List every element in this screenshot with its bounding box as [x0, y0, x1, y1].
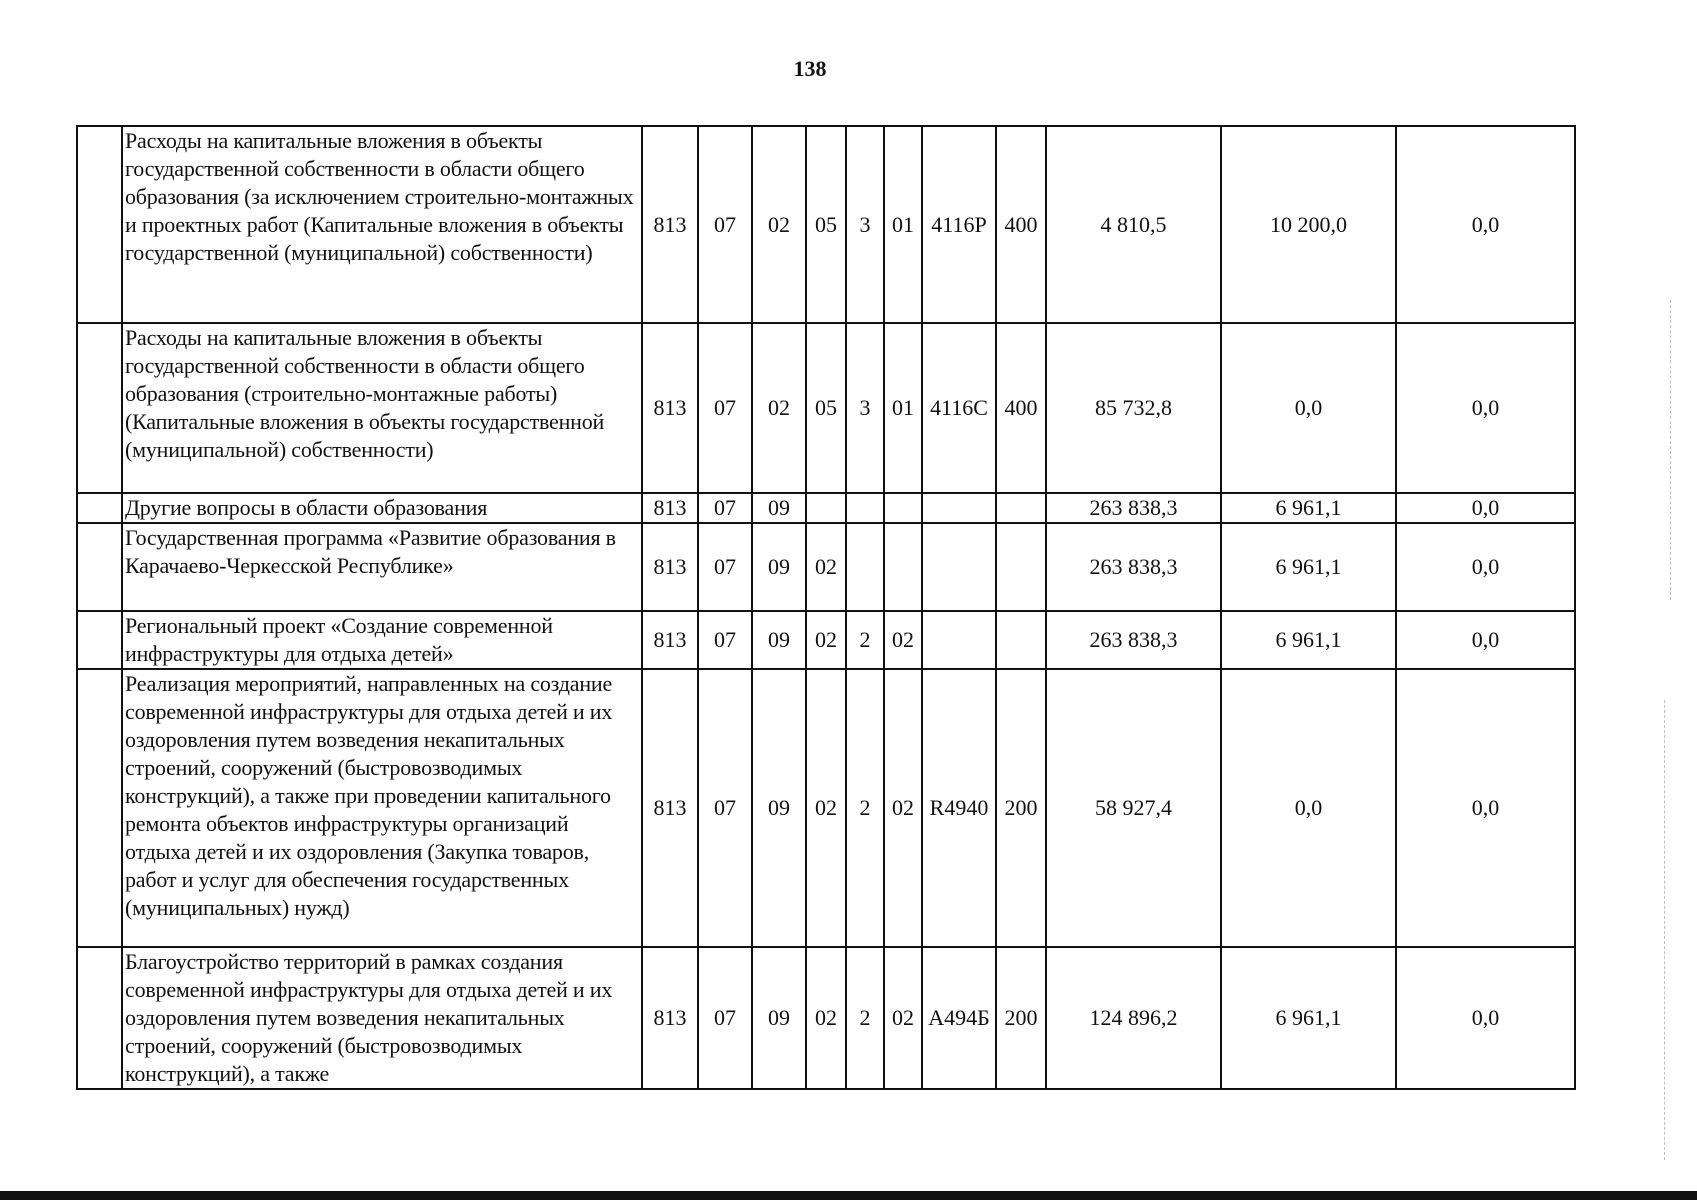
amount-2: 10 200,0 — [1221, 126, 1396, 323]
activity-code — [884, 523, 922, 611]
activity-code: 02 — [884, 611, 922, 669]
amount-1: 263 838,3 — [1046, 611, 1221, 669]
program-code: 02 — [806, 669, 846, 947]
table-row — [77, 669, 1575, 947]
direction-code: А494Б — [922, 947, 996, 1089]
amount-2: 0,0 — [1221, 323, 1396, 493]
direction-code: R4940 — [922, 669, 996, 947]
activity-code: 02 — [884, 947, 922, 1089]
activity-code: 02 — [884, 669, 922, 947]
amount-3: 0,0 — [1396, 611, 1575, 669]
amount-3: 0,0 — [1396, 126, 1575, 323]
scan-edge-mark — [1663, 700, 1665, 1160]
section-code: 07 — [698, 523, 752, 611]
amount-2: 6 961,1 — [1221, 947, 1396, 1089]
direction-code: 4116Р — [922, 126, 996, 323]
amount-3: 0,0 — [1396, 323, 1575, 493]
section-code: 07 — [698, 669, 752, 947]
expense-type-code: 200 — [996, 669, 1046, 947]
item-name: Расходы на капитальные вложения в объекты государственной собственности в области общего образования (строительно-монтажные работы) (Капитальные вложения в объекты государственной (муниципальной) собственности) — [122, 323, 642, 493]
table-row — [77, 611, 1575, 669]
amount-1: 263 838,3 — [1046, 523, 1221, 611]
table-row — [77, 523, 1575, 611]
budget-table — [76, 125, 1576, 1090]
page-number: 138 — [793, 56, 827, 81]
amount-1: 58 927,4 — [1046, 669, 1221, 947]
subprogram-code: 2 — [846, 947, 884, 1089]
subsection-code: 02 — [752, 323, 806, 493]
program-code: 02 — [806, 523, 846, 611]
expense-type-code: 200 — [996, 947, 1046, 1089]
ministry-code: 813 — [642, 323, 698, 493]
amount-3: 0,0 — [1396, 493, 1575, 523]
direction-code — [922, 523, 996, 611]
subsection-code: 02 — [752, 126, 806, 323]
ministry-code: 813 — [642, 493, 698, 523]
section-code: 07 — [698, 493, 752, 523]
section-code: 07 — [698, 947, 752, 1089]
amount-1: 124 896,2 — [1046, 947, 1221, 1089]
amount-3: 0,0 — [1396, 523, 1575, 611]
subprogram-code — [846, 493, 884, 523]
row-number-cell — [77, 523, 122, 611]
item-name: Другие вопросы в области образования — [122, 493, 642, 523]
section-code: 07 — [698, 323, 752, 493]
scan-bottom-border — [0, 1191, 1697, 1200]
item-name: Региональный проект «Создание современной инфраструктуры для отдыха детей» — [122, 611, 642, 669]
program-code: 02 — [806, 611, 846, 669]
ministry-code: 813 — [642, 947, 698, 1089]
row-number-cell — [77, 669, 122, 947]
amount-2: 6 961,1 — [1221, 611, 1396, 669]
subprogram-code: 3 — [846, 126, 884, 323]
ministry-code: 813 — [642, 669, 698, 947]
amount-2: 6 961,1 — [1221, 493, 1396, 523]
section-code: 07 — [698, 611, 752, 669]
expense-type-code — [996, 523, 1046, 611]
activity-code: 01 — [884, 323, 922, 493]
expense-type-code: 400 — [996, 323, 1046, 493]
expense-type-code — [996, 493, 1046, 523]
program-code: 05 — [806, 323, 846, 493]
row-number-cell — [77, 126, 122, 323]
table-row — [77, 947, 1575, 1089]
amount-3: 0,0 — [1396, 947, 1575, 1089]
subsection-code: 09 — [752, 493, 806, 523]
item-name: Реализация мероприятий, направленных на создание современной инфраструктуры для отдыха детей и их оздоровления путем возведения некапитальных строений, сооружений (быстровозводимых конструкций), а также при проведении капитального ремонта объектов инфраструктуры организаций отдыха детей и их оздоровления (Закупка товаров, работ и услуг для обеспечения государственных (муниципальных) нужд) — [122, 669, 642, 947]
amount-1: 263 838,3 — [1046, 493, 1221, 523]
amount-2: 6 961,1 — [1221, 523, 1396, 611]
direction-code — [922, 493, 996, 523]
table-row — [77, 323, 1575, 493]
amount-2: 0,0 — [1221, 669, 1396, 947]
ministry-code: 813 — [642, 523, 698, 611]
row-number-cell — [77, 611, 122, 669]
ministry-code: 813 — [642, 611, 698, 669]
activity-code — [884, 493, 922, 523]
row-number-cell — [77, 493, 122, 523]
subprogram-code: 3 — [846, 323, 884, 493]
direction-code — [922, 611, 996, 669]
item-name: Расходы на капитальные вложения в объекты государственной собственности в области общего образования (за исключением строительно-монтажных и проектных работ (Капитальные вложения в объекты государственной (муниципальной) собственности) — [122, 126, 642, 323]
amount-3: 0,0 — [1396, 669, 1575, 947]
subprogram-code: 2 — [846, 669, 884, 947]
program-code: 02 — [806, 947, 846, 1089]
program-code: 05 — [806, 126, 846, 323]
subsection-code: 09 — [752, 947, 806, 1089]
direction-code: 4116С — [922, 323, 996, 493]
amount-1: 4 810,5 — [1046, 126, 1221, 323]
row-number-cell — [77, 323, 122, 493]
row-number-cell — [77, 947, 122, 1089]
item-name: Благоустройство территорий в рамках создания современной инфраструктуры для отдыха детей и их оздоровления путем возведения некапитальных строений, сооружений (быстровозводимых конструкций), а также — [122, 947, 642, 1089]
subsection-code: 09 — [752, 669, 806, 947]
expense-type-code — [996, 611, 1046, 669]
program-code — [806, 493, 846, 523]
subprogram-code — [846, 523, 884, 611]
table-row — [77, 493, 1575, 523]
section-code: 07 — [698, 126, 752, 323]
subprogram-code: 2 — [846, 611, 884, 669]
subsection-code: 09 — [752, 523, 806, 611]
table-row — [77, 126, 1575, 323]
activity-code: 01 — [884, 126, 922, 323]
ministry-code: 813 — [642, 126, 698, 323]
scan-edge-mark — [1669, 300, 1671, 600]
subsection-code: 09 — [752, 611, 806, 669]
item-name: Государственная программа «Развитие образования в Карачаево-Черкесской Республике» — [122, 523, 642, 611]
expense-type-code: 400 — [996, 126, 1046, 323]
amount-1: 85 732,8 — [1046, 323, 1221, 493]
